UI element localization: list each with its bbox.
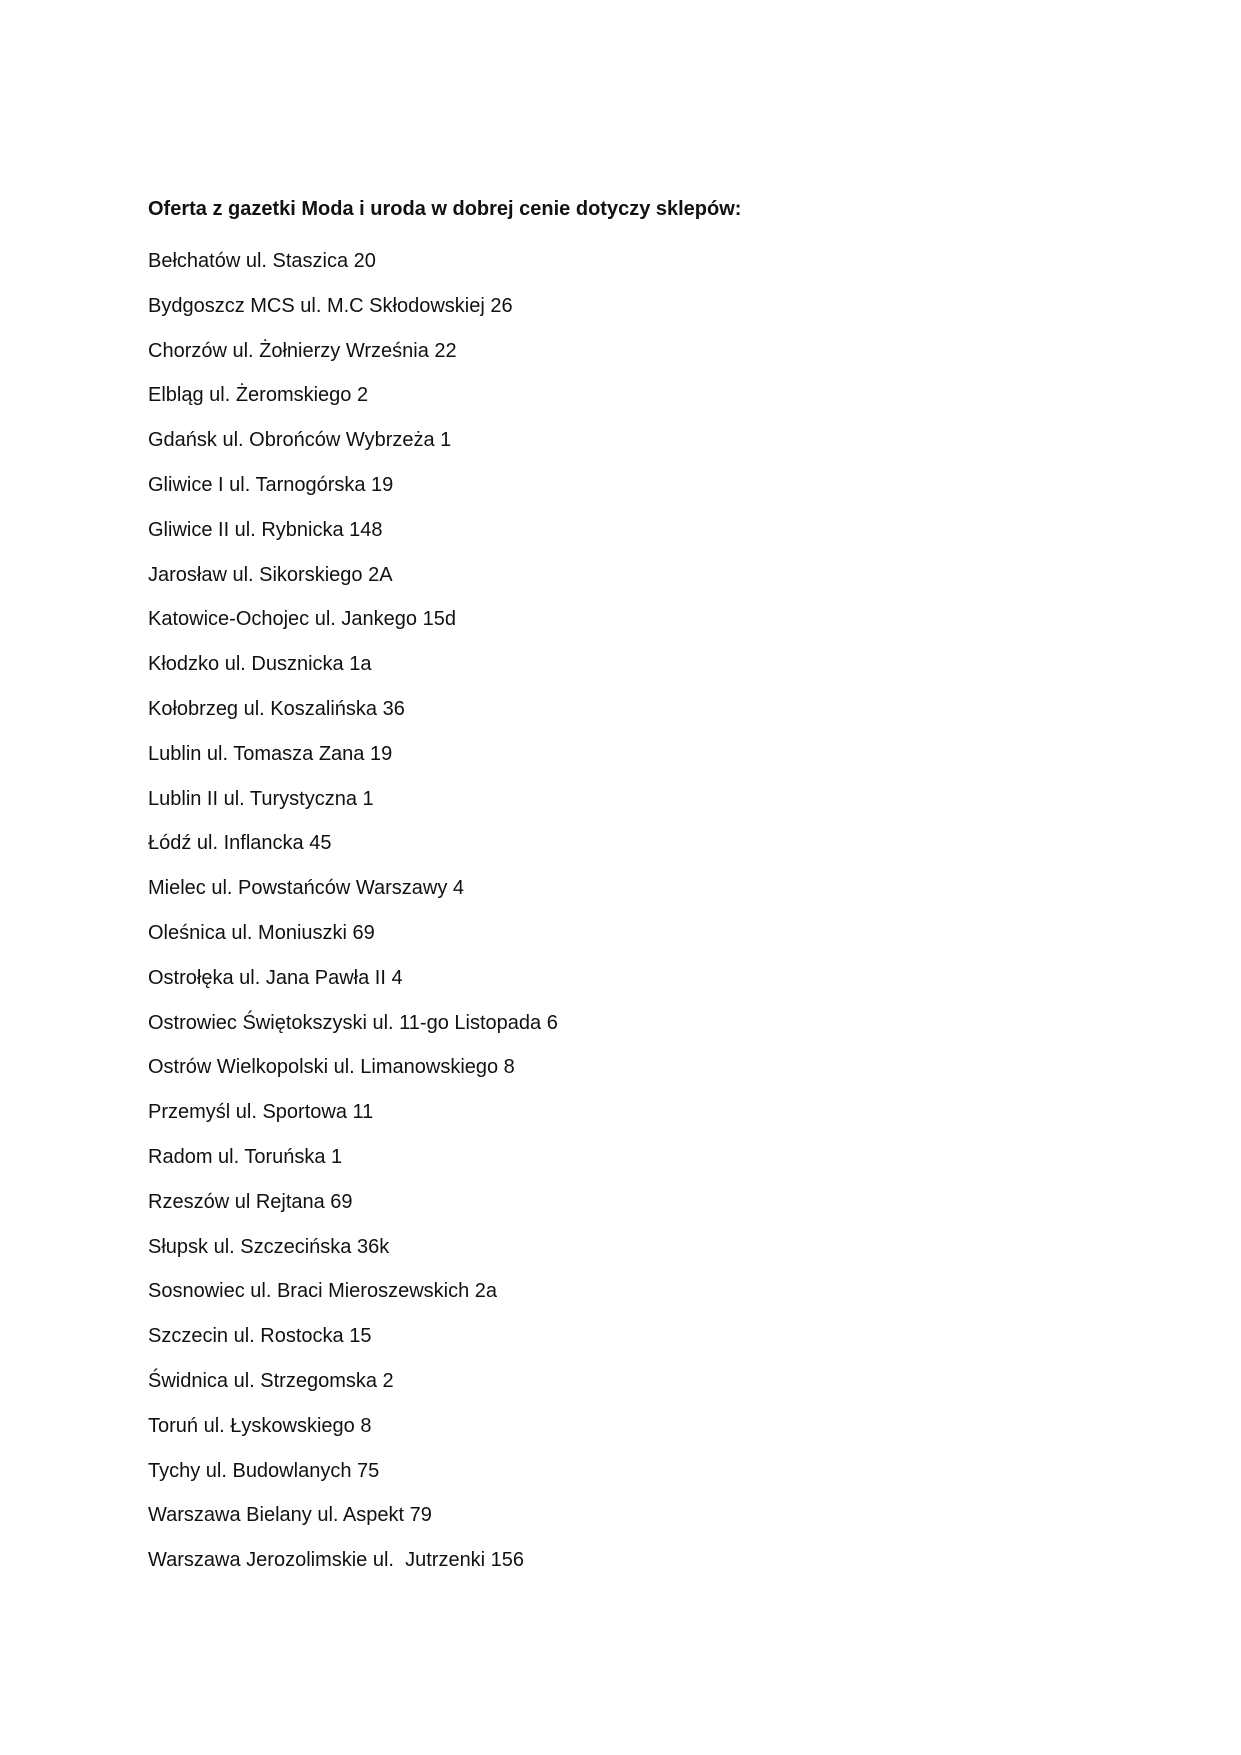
document-content [148, 194, 1148, 1583]
store-item: Tychy ul. Budowlanych 75 [148, 1459, 380, 1482]
store-item: Warszawa Jerozolimskie ul. Jutrzenki 156 [148, 1549, 525, 1572]
store-item: Kłodzko ul. Dusznicka 1a [148, 653, 372, 676]
store-item: Sosnowiec ul. Braci Mieroszewskich 2a [148, 1280, 498, 1303]
store-item: Jarosław ul. Sikorskiego 2A [148, 563, 393, 586]
store-item: Słupsk ul. Szczecińska 36k [148, 1235, 390, 1258]
store-item: Szczecin ul. Rostocka 15 [148, 1325, 372, 1348]
store-item: Bełchatów ul. Staszica 20 [148, 250, 376, 272]
store-item: Radom ul. Toruńska 1 [148, 1145, 343, 1168]
document-title: Oferta z gazetki Moda i uroda w dobrej cenie dotyczy sklepów: [148, 198, 742, 220]
store-item: Ostrów Wielkopolski ul. Limanowskiego 8 [148, 1056, 515, 1079]
store-item: Gdańsk ul. Obrońców Wybrzeża 1 [148, 429, 452, 452]
store-item: Gliwice I ul. Tarnogórska 19 [148, 473, 394, 496]
store-item: Gliwice II ul. Rybnicka 148 [148, 518, 383, 541]
store-item: Bydgoszcz MCS ul. M.C Skłodowskiej 26 [148, 294, 513, 317]
store-item: Toruń ul. Łyskowskiego 8 [148, 1414, 372, 1437]
store-item: Katowice-Ochojec ul. Jankego 15d [148, 608, 456, 631]
store-item: Przemyśl ul. Sportowa 11 [148, 1101, 374, 1124]
store-item: Chorzów ul. Żołnierzy Września 22 [148, 339, 457, 362]
store-item: Lublin II ul. Turystyczna 1 [148, 787, 374, 810]
store-item: Rzeszów ul Rejtana 69 [148, 1190, 353, 1213]
store-list [148, 239, 1148, 1583]
store-item: Kołobrzeg ul. Koszalińska 36 [148, 697, 405, 720]
store-item: Ostrołęka ul. Jana Pawła II 4 [148, 966, 403, 989]
store-item: Łódź ul. Inflancka 45 [148, 832, 332, 855]
store-item: Elbląg ul. Żeromskiego 2 [148, 384, 369, 407]
store-item: Oleśnica ul. Moniuszki 69 [148, 921, 375, 944]
store-item: Warszawa Bielany ul. Aspekt 79 [148, 1504, 432, 1527]
store-item: Świdnica ul. Strzegomska 2 [148, 1369, 394, 1392]
store-item: Lublin ul. Tomasza Zana 19 [148, 742, 393, 765]
store-item: Ostrowiec Świętokszyski ul. 11-go Listopada 6 [148, 1011, 558, 1034]
store-item: Mielec ul. Powstańców Warszawy 4 [148, 877, 465, 900]
